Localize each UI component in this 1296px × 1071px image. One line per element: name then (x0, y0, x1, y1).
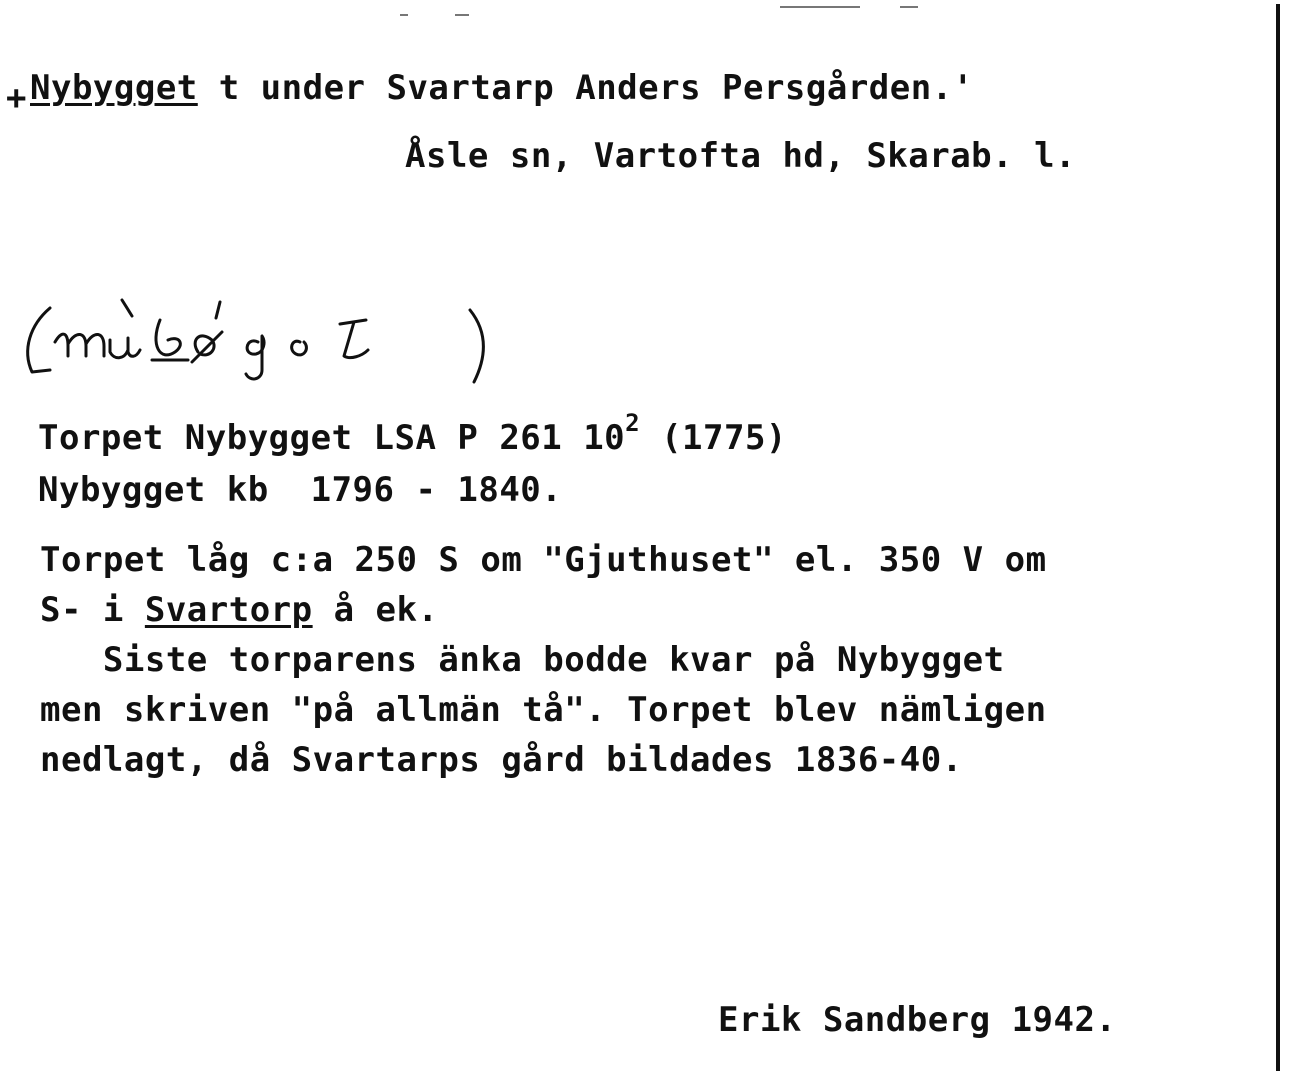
card-edge-line (1276, 4, 1280, 1071)
heading-description: t under Svartarp Anders Persgården.' (197, 68, 974, 108)
paragraph-2-line-3: nedlagt, då Svartarps gård bildades 1836-40. (40, 740, 963, 780)
scan-speck (455, 14, 469, 16)
handwritten-pronunciation (10, 290, 510, 394)
heading-line (30, 68, 974, 108)
record-lsa-year: (1775) (640, 418, 787, 458)
signature: Erik Sandberg 1942. (718, 1000, 1117, 1040)
location-line: Åsle sn, Vartofta hd, Skarab. l. (405, 136, 1077, 176)
record-lsa-main: Torpet Nybygget LSA P 261 10 (38, 418, 626, 458)
paragraph-1-line-2-end: å ek. (312, 590, 439, 630)
paragraph-1-place-name: Svartorp (144, 590, 313, 630)
record-lsa-superscript: 2 (625, 409, 641, 437)
paragraph-1-line-2-start: S- i (40, 590, 145, 630)
record-line-kb: Nybygget kb 1796 - 1840. (38, 470, 563, 510)
paragraph-1-line-1: Torpet låg c:a 250 S om "Gjuthuset" el. 350 V om (40, 540, 1047, 580)
scan-speck (400, 14, 408, 16)
paragraph-2-line-2: men skriven "på allmän tå". Torpet blev nämligen (40, 690, 1047, 730)
record-line-lsa (38, 409, 787, 461)
handwriting-drawing (10, 290, 510, 390)
paragraph-2-line-1: Siste torparens änka bodde kvar på Nybygget (40, 640, 1005, 680)
heading-marker: + (6, 78, 27, 118)
paragraph-1-line-2 (40, 590, 438, 630)
heading-place-name: Nybygget (30, 68, 198, 108)
scan-speck (900, 6, 918, 8)
scan-speck (780, 6, 860, 8)
